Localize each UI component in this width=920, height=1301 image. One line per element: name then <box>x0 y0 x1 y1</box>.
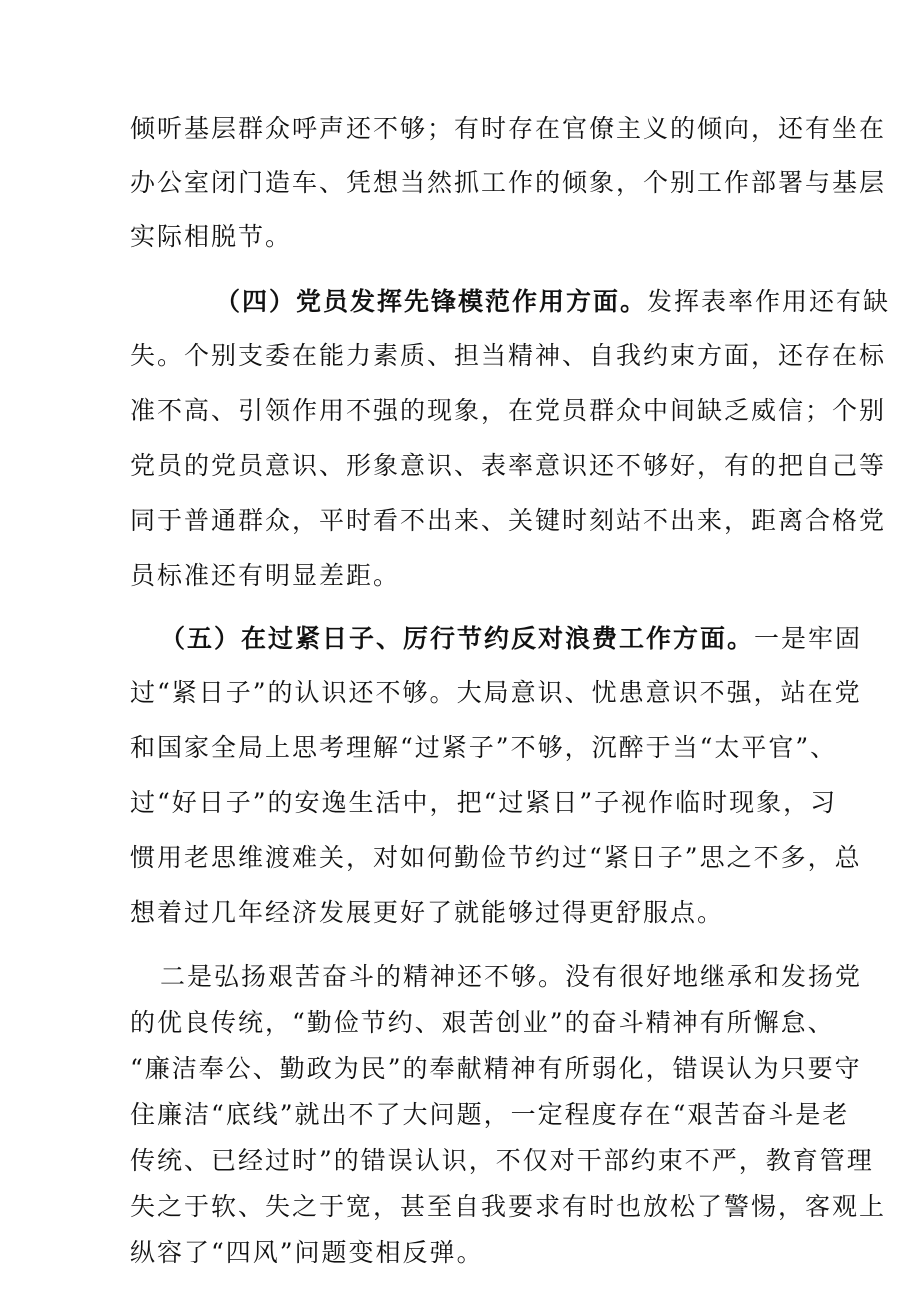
text-line: 想着过几年经济发展更好了就能够过得更舒服点。 <box>130 898 725 927</box>
section5-first-line <box>160 624 862 654</box>
text-line: 同于普通群众，平时看不出来、关键时刻站不出来，距离合格党 <box>130 506 887 535</box>
text-line: 纵容了“四风”问题变相反弹。 <box>130 1238 484 1267</box>
section5-heading: （五）在过紧日子、厉行节约反对浪费工作方面。 <box>160 624 755 653</box>
text-line: 实际相脱节。 <box>130 222 293 251</box>
text-line: 党员的党员意识、形象意识、表率意识还不够好，有的把自己等 <box>130 451 887 480</box>
text-line: 住廉洁“底线”就出不了大问题，一定程度存在“艰苦奋斗是老 <box>130 1100 850 1129</box>
text-line: 过“紧日子”的认识还不够。大局意识、忧患意识不强，站在党 <box>130 678 862 707</box>
text-line: 和国家全局上思考理解“过紧子”不够，沉醉于当“太平官”、 <box>130 733 838 762</box>
text-line: 员标准还有明显差距。 <box>130 561 401 590</box>
text-line: 惯用老思维渡难关，对如何勤俭节约过“紧日子”思之不多，总 <box>130 843 862 872</box>
section4-first-line <box>215 287 890 317</box>
section4-lead: 发挥表率作用还有缺 <box>647 287 891 316</box>
text-line: 失之于软、失之于宽，甚至自我要求有时也放松了警惕，客观上 <box>130 1192 887 1221</box>
text-line: 过“好日子”的安逸生活中，把“过紧日”子视作临时现象，习 <box>130 788 838 817</box>
text-line: 准不高、引领作用不强的现象，在党员群众中间缺乏威信；个别 <box>130 396 887 425</box>
text-line: 办公室闭门造车、凭想当然抓工作的倾象，个别工作部署与基层 <box>130 168 887 197</box>
text-line: 失。个别支委在能力素质、担当精神、自我约束方面，还存在标 <box>130 341 887 370</box>
section4-heading: （四）党员发挥先锋模范作用方面。 <box>215 287 648 316</box>
section5-lead: 一是牢固 <box>754 624 863 653</box>
text-line: “廉洁奉公、勤政为民”的奉献精神有所弱化，错误认为只要守 <box>130 1054 862 1083</box>
text-line: 二是弘扬艰苦奋斗的精神还不够。没有很好地继承和发扬党 <box>160 962 863 991</box>
text-line: 传统、已经过时”的错误认识，不仅对干部约束不严，教育管理 <box>130 1146 874 1175</box>
text-line: 的优良传统，“勤俭节约、艰苦创业”的奋斗精神有所懈怠、 <box>130 1008 835 1037</box>
text-line: 倾听基层群众呼声还不够；有时存在官僚主义的倾向，还有坐在 <box>130 114 887 143</box>
